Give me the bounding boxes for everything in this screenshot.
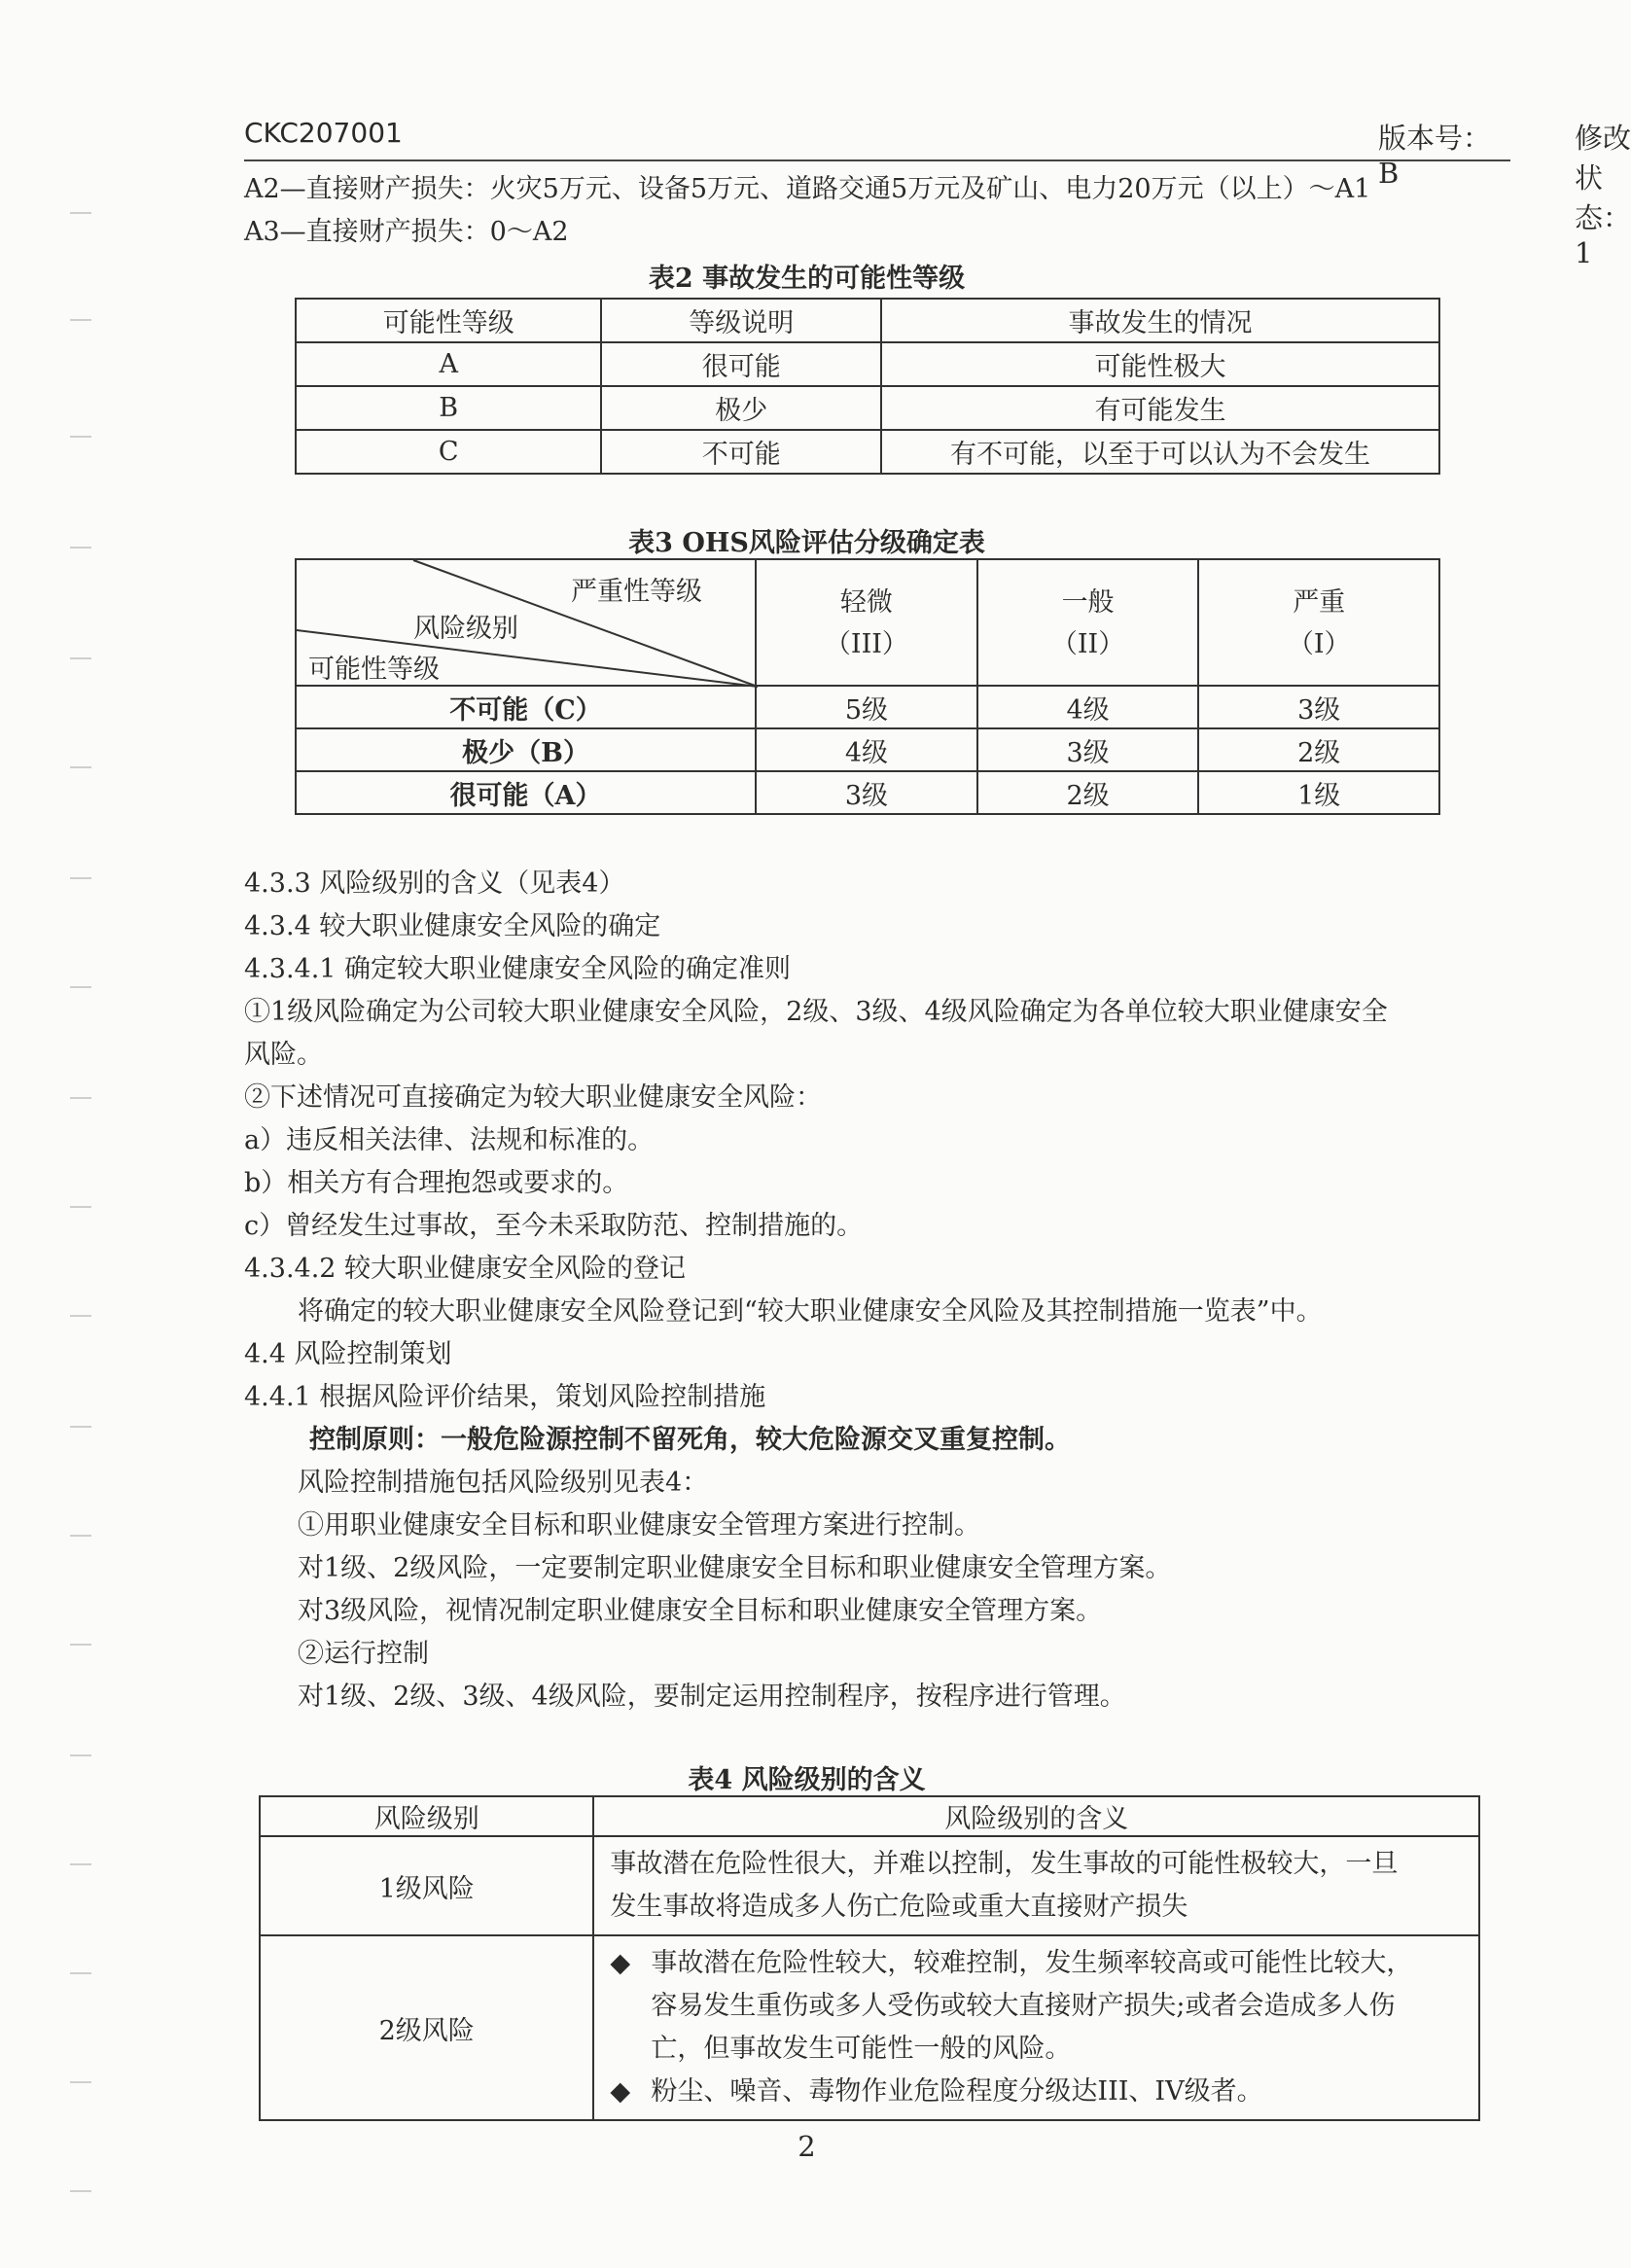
table-header-cell: 等级说明 xyxy=(601,299,881,342)
table-cell: B xyxy=(296,386,601,430)
table-cell: 2级 xyxy=(1198,728,1439,771)
table-cell: 极少 xyxy=(601,386,881,430)
paragraph-line: ②运行控制 xyxy=(298,1639,429,1669)
severity-level: （III） xyxy=(824,629,908,659)
margin-mark xyxy=(70,1315,91,1317)
table2 xyxy=(295,298,1440,475)
probability-axis-label: 可能性等级 xyxy=(308,655,440,685)
table-cell: 有可能发生 xyxy=(881,386,1439,430)
table-header-row xyxy=(296,559,1439,686)
page-number: 2 xyxy=(798,2130,816,2163)
table-header-cell: 风险级别的含义 xyxy=(593,1796,1479,1836)
table-row xyxy=(296,342,1439,386)
margin-mark xyxy=(70,766,91,768)
probability-row-label: 很可能（A） xyxy=(296,771,756,814)
margin-mark xyxy=(70,1206,91,1208)
table-cell: 3级 xyxy=(1198,686,1439,728)
severity-header-cell xyxy=(1198,559,1439,686)
section-heading: 4.3.4.2 较大职业健康安全风险的登记 xyxy=(244,1254,687,1284)
table-cell: 3级 xyxy=(756,771,977,814)
control-principle: 控制原则：一般危险源控制不留死角，较大危险源交叉重复控制。 xyxy=(309,1425,1071,1455)
table-cell: C xyxy=(296,430,601,474)
table-row xyxy=(260,1836,1479,1935)
severity-name: 严重 xyxy=(1293,587,1346,618)
table-cell: 有不可能，以至于可以认为不会发生 xyxy=(881,430,1439,474)
margin-mark xyxy=(70,436,91,438)
version-label: 版本号：B xyxy=(1378,122,1492,190)
margin-mark xyxy=(70,1535,91,1537)
bullet-item xyxy=(610,1942,1463,2071)
margin-mark xyxy=(70,2081,91,2083)
paragraph-line: ①用职业健康安全目标和职业健康安全管理方案进行控制。 xyxy=(298,1510,980,1541)
diagonal-header-cell xyxy=(296,559,756,686)
table3-caption: 表3 OHS风险评估分级确定表 xyxy=(628,528,985,558)
description-line: 亡，但事故发生可能性一般的风险。 xyxy=(651,2034,1072,2064)
text-line: A3—直接财产损失：0～A2 xyxy=(244,217,569,247)
table4 xyxy=(259,1795,1480,2121)
risk-description-cell xyxy=(593,1935,1479,2120)
risk-level-label: 风险级别 xyxy=(413,614,518,644)
severity-level: （I） xyxy=(1287,629,1351,659)
margin-mark xyxy=(70,877,91,879)
risk-level-cell: 1级风险 xyxy=(260,1836,593,1935)
severity-header-cell xyxy=(977,559,1199,686)
margin-mark xyxy=(70,2190,91,2192)
section-heading: 4.3.4.1 确定较大职业健康安全风险的确定准则 xyxy=(244,954,792,984)
bullet-item xyxy=(610,2071,1463,2113)
section-heading: 4.3.3 风险级别的含义（见表4） xyxy=(244,868,625,899)
paragraph-line: 对3级风险，视情况制定职业健康安全目标和职业健康安全管理方案。 xyxy=(298,1596,1103,1626)
table-row xyxy=(296,686,1439,728)
risk-description-cell xyxy=(593,1836,1479,1935)
severity-axis-label: 严重性等级 xyxy=(571,577,702,607)
table-header-row xyxy=(260,1796,1479,1836)
severity-name: 一般 xyxy=(1061,587,1115,618)
margin-mark xyxy=(70,1097,91,1099)
table3 xyxy=(295,558,1440,815)
table-cell: 可能性极大 xyxy=(881,342,1439,386)
table-cell: 很可能 xyxy=(601,342,881,386)
paragraph-line: 将确定的较大职业健康安全风险登记到“较大职业健康安全风险及其控制措施一览表”中。 xyxy=(298,1296,1323,1327)
paragraph-line: 对1级、2级风险，一定要制定职业健康安全目标和职业健康安全管理方案。 xyxy=(298,1553,1172,1583)
text-line: A2—直接财产损失：火灾5万元、设备5万元、道路交通5万元及矿山、电力20万元（以上）～A1 xyxy=(244,174,1371,204)
margin-mark xyxy=(70,1972,91,1974)
table-cell: 不可能 xyxy=(601,430,881,474)
severity-header-cell xyxy=(756,559,977,686)
table-header-cell: 事故发生的情况 xyxy=(881,299,1439,342)
table-cell: A xyxy=(296,342,601,386)
section-heading: 4.3.4 较大职业健康安全风险的确定 xyxy=(244,911,661,941)
table4-caption: 表4 风险级别的含义 xyxy=(688,1765,926,1795)
diamond-bullet-icon: ◆ xyxy=(610,1948,631,1978)
list-item: c）曾经发生过事故，至今未采取防范、控制措施的。 xyxy=(244,1211,864,1241)
table-cell: 1级 xyxy=(1198,771,1439,814)
margin-mark xyxy=(70,1426,91,1428)
margin-mark xyxy=(70,212,91,214)
margin-mark xyxy=(70,319,91,321)
margin-mark xyxy=(70,657,91,659)
document-code: CKC207001 xyxy=(244,117,403,149)
probability-row-label: 不可能（C） xyxy=(296,686,756,728)
description-line: 事故潜在危险性很大，并难以控制，发生事故的可能性极较大，一旦 xyxy=(610,1849,1399,1879)
paragraph-line: 对1级、2级、3级、4级风险，要制定运用控制程序，按程序进行管理。 xyxy=(298,1682,1126,1712)
severity-name: 轻微 xyxy=(839,587,893,618)
table-header-row xyxy=(296,299,1439,342)
margin-mark xyxy=(70,1644,91,1646)
table-row xyxy=(296,430,1439,474)
table-cell: 4级 xyxy=(756,728,977,771)
table-header-cell: 可能性等级 xyxy=(296,299,601,342)
margin-mark xyxy=(70,1754,91,1756)
paragraph-line: ①1级风险确定为公司较大职业健康安全风险，2级、3级、4级风险确定为各单位较大职业健康安全 xyxy=(244,997,1388,1027)
description-line: 粉尘、噪音、毒物作业危险程度分级达III、IV级者。 xyxy=(651,2076,1263,2107)
table-header-cell: 风险级别 xyxy=(260,1796,593,1836)
paragraph-line: 风险控制措施包括风险级别见表4： xyxy=(298,1468,709,1498)
list-item: a）违反相关法律、法规和标准的。 xyxy=(244,1125,655,1155)
table-row xyxy=(260,1935,1479,2120)
risk-level-cell: 2级风险 xyxy=(260,1935,593,2120)
diamond-bullet-icon: ◆ xyxy=(610,2076,631,2107)
section-heading: 4.4.1 根据风险评价结果，策划风险控制措施 xyxy=(244,1382,766,1412)
section-heading: 4.4 风险控制策划 xyxy=(244,1339,452,1369)
table-row xyxy=(296,771,1439,814)
margin-mark xyxy=(70,1863,91,1865)
paragraph-line: ②下述情况可直接确定为较大职业健康安全风险： xyxy=(244,1082,822,1113)
table-cell: 2级 xyxy=(977,771,1199,814)
paragraph-line: 风险。 xyxy=(244,1040,323,1070)
table2-caption: 表2 事故发生的可能性等级 xyxy=(648,264,966,294)
description-line: 事故潜在危险性较大，较难控制，发生频率较高或可能性比较大， xyxy=(651,1948,1413,1978)
probability-row-label: 极少（B） xyxy=(296,728,756,771)
table-cell: 5级 xyxy=(756,686,977,728)
table-cell: 3级 xyxy=(977,728,1199,771)
table-row xyxy=(296,728,1439,771)
list-item: b）相关方有合理抱怨或要求的。 xyxy=(244,1168,629,1198)
description-line: 发生事故将造成多人伤亡危险或重大直接财产损失 xyxy=(610,1892,1188,1922)
description-line: 容易发生重伤或多人受伤或较大直接财产损失;或者会造成多人伤 xyxy=(651,1991,1396,2021)
revision-status: 修改状态：1 xyxy=(1575,122,1631,269)
table-cell: 4级 xyxy=(977,686,1199,728)
severity-level: （II） xyxy=(1050,629,1125,659)
table-row xyxy=(296,386,1439,430)
margin-mark xyxy=(70,986,91,988)
